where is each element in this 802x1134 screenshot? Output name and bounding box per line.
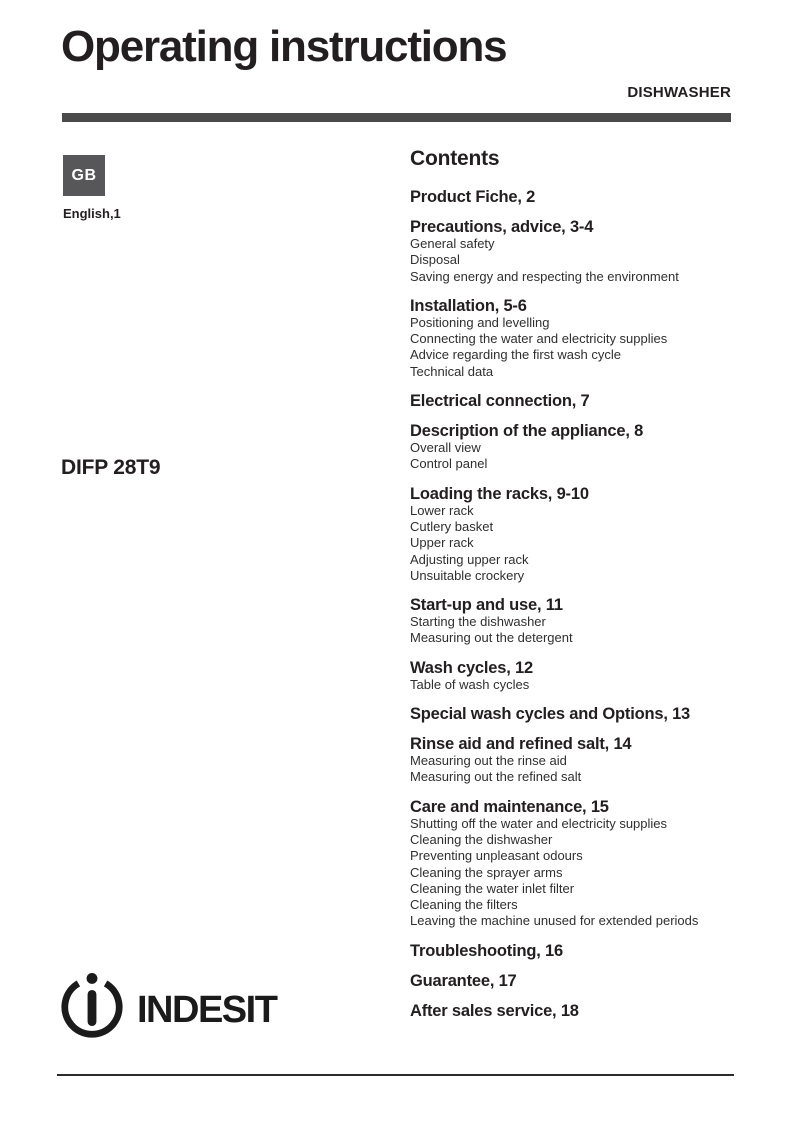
- toc-item: Measuring out the refined salt: [410, 769, 582, 785]
- toc-section-title: Guarantee, 17: [410, 971, 517, 990]
- toc-item: Table of wash cycles: [410, 676, 530, 692]
- toc-section-title: Care and maintenance, 15: [410, 797, 609, 816]
- appliance-type-label: DISHWASHER: [627, 84, 731, 101]
- toc-section-title: Start-up and use, 11: [410, 596, 563, 615]
- toc-item: Cleaning the water inlet filter: [410, 880, 575, 896]
- toc-section: [410, 422, 745, 473]
- toc-section: [410, 596, 745, 647]
- toc-section-title: Rinse aid and refined salt, 14: [410, 735, 632, 754]
- toc-section-title: After sales service, 18: [410, 1001, 579, 1020]
- toc-section: [410, 188, 745, 206]
- toc-section-title: Troubleshooting, 16: [410, 941, 563, 960]
- toc-section: [410, 942, 745, 960]
- toc-section-title: Product Fiche, 2: [410, 188, 536, 206]
- toc-item: Control panel: [410, 456, 488, 472]
- model-number: DIFP 28T9: [61, 456, 161, 479]
- toc-item: Cleaning the filters: [410, 897, 518, 913]
- toc-section: [410, 485, 745, 584]
- toc-section-title: Loading the racks, 9-10: [410, 484, 589, 503]
- toc-section: [410, 1002, 745, 1020]
- toc-item: Positioning and levelling: [410, 314, 550, 330]
- toc-item: Cleaning the sprayer arms: [410, 864, 563, 880]
- indesit-logo-icon: [58, 968, 126, 1046]
- toc-section-title: Installation, 5-6: [410, 296, 527, 315]
- toc-item: Disposal: [410, 252, 460, 268]
- toc-item: Measuring out the detergent: [410, 630, 573, 646]
- toc-item: Leaving the machine unused for extended periods: [410, 913, 699, 929]
- toc-section: [410, 705, 745, 723]
- toc-item: Lower rack: [410, 502, 474, 518]
- toc-item: General safety: [410, 236, 495, 251]
- toc-item: Cutlery basket: [410, 518, 494, 534]
- toc-item: Preventing unpleasant odours: [410, 848, 583, 864]
- toc-section-title: Precautions, advice, 3-4: [410, 218, 594, 236]
- toc-item: Measuring out the rinse aid: [410, 753, 567, 769]
- toc-item: Overall view: [410, 440, 481, 456]
- toc-item: Unsuitable crockery: [410, 567, 525, 583]
- language-badge-label: GB: [71, 166, 97, 184]
- toc-item: Shutting off the water and electricity supplies: [410, 815, 668, 831]
- contents-heading: Contents: [410, 147, 500, 170]
- brand-wordmark: INDESIT: [137, 989, 277, 1031]
- language-page-label: English,1: [63, 206, 121, 221]
- header-divider-bar: [62, 113, 731, 122]
- language-badge: [63, 155, 105, 196]
- toc-section: [410, 972, 745, 990]
- page-title: Operating instructions: [61, 22, 507, 71]
- toc-item: Saving energy and respecting the environment: [410, 268, 679, 284]
- footer-rule: [57, 1074, 734, 1076]
- toc-section: [410, 798, 745, 930]
- toc-section: [410, 659, 745, 693]
- toc-item: Adjusting upper rack: [410, 551, 529, 567]
- toc-section: [410, 392, 745, 410]
- toc-item: Connecting the water and electricity supplies: [410, 331, 668, 347]
- toc-section: [410, 735, 745, 786]
- toc-item: Upper rack: [410, 535, 474, 551]
- toc-section-title: Description of the appliance, 8: [410, 422, 644, 441]
- toc-section-title: Electrical connection, 7: [410, 392, 590, 411]
- toc-section-title: Special wash cycles and Options, 13: [410, 705, 691, 724]
- toc-item: Starting the dishwasher: [410, 614, 546, 630]
- toc-sections: [410, 188, 745, 1020]
- toc-section: [410, 218, 745, 285]
- toc-item: Advice regarding the first wash cycle: [410, 347, 621, 363]
- toc-item: Technical data: [410, 363, 494, 379]
- toc-section: [410, 297, 745, 380]
- toc-item: Cleaning the dishwasher: [410, 831, 553, 847]
- toc-section-title: Wash cycles, 12: [410, 658, 533, 677]
- contents-column: [410, 147, 745, 1032]
